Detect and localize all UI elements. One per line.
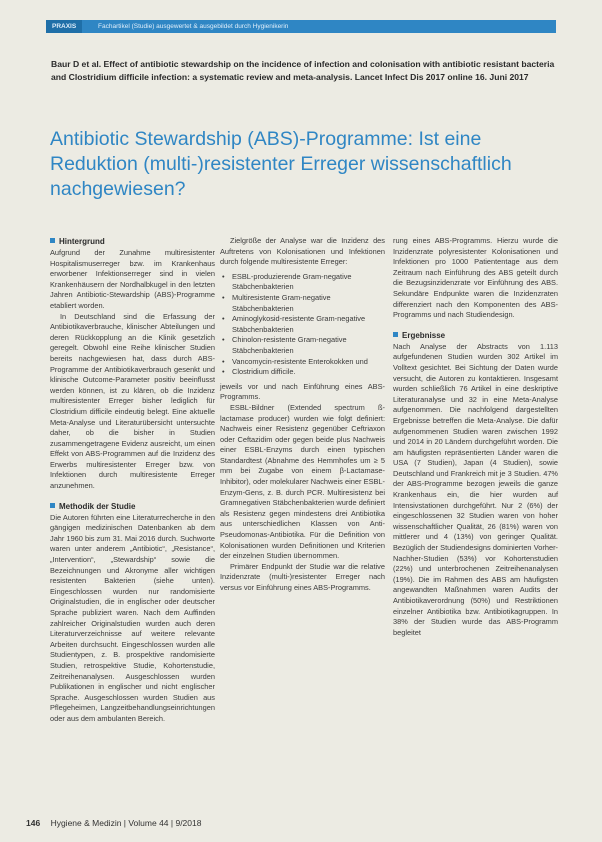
heading-hintergrund [50, 236, 215, 247]
section-tag: PRAXIS [46, 20, 82, 33]
paragraph: jeweils vor und nach Einführung eines ABS-Programms. [220, 381, 385, 402]
paragraph: ESBL-Bildner (Extended spectrum ß-lactamase producer) wurden wie folgt definiert: Nachweis einer Resistenz gegenüber Ceftriaxon oder Ceftazidim oder gegen beide plus Nachweis einer ESBL-Enzyms durch einen typischen Standardtest (Abnahme des Hemmhofes um ≥ 5 mm bei Zugabe von einem β-Lactamase-Inhibitor), oder molekularer Nachweis einer ESBL-Enzym-Gens, z. B. durch PCR. Multiresistenz bei Gramnegativen Stäbchenbakterien wurde definiert als Resistenz gegen mindestens drei Antibiotika aus unterschiedlichen Klassen von Anti-Pseudomonas-Antibiotika. Für die Definition von Kolonisationen wurden Definitionen und Kriterien der einzelnen Studien übernommen. [220, 402, 385, 561]
paragraph: Nach Analyse der Abstracts von 1.113 aufgefundenen Studien wurden 302 Artikel im Volltext gesichtet. Bei Sichtung der Daten wurde versucht, die Autoren zu kontaktieren. Insgesamt wurden schließlich 76 Artikel in eine deskriptive Literaturanalyse und 32 in eine Meta-Analyse aufgenommen. Die nachfolgend dargestellten Ergebnisse betreffen die Meta-Analyse. Die dafür aufgenommenen Studien waren zwischen 1992 und 2014 in 20 Ländern durchgeführt worden. Die am häufigsten repräsentierten Länder waren die USA (7 Studien), Japan (4 Studien), sowie Deutschland und Frankreich mit je 3 Studien. 47% der ABS-Programme bezogen jeweils die ganze Krankenhaus ein, die hier wurden auf Intensivstationen durchgeführt. Nur 2 (6%) der eingeschlossenen 32 Studien waren von hoher wissenschaftlicher Qualität, 26 (81%) waren von mittlerer und 4 (13%) von geringer Qualität. Bezüglich der Studiendesigns dominierten Vorher-Nachher-Studien (53%) vor Kohortenstudien (22%) und unterbrochenen Zeitreihenanalysen (19%). Die im Rahmen des ABS am häufigsten angewandten Maßnahmen waren Audits der Antibiotikaverordnung (50%) und Restriktionen einzelner Antibiotika bzw. Antibiotikagruppen. In 38% der Studien wurde das ABS-Programm begleitet [393, 341, 558, 637]
header-subtitle: Fachartikel (Studie) ausgewertet & ausgebildet durch Hygienikerin [98, 23, 289, 30]
heading-label: Hintergrund [59, 237, 105, 246]
pathogen-list [220, 272, 385, 378]
paragraph: Primärer Endpunkt der Studie war die relative Inzidenzrate (multi-)resistenter Erreger nach versus vor Einführung eines ABS-Programms. [220, 561, 385, 592]
paragraph: Die Autoren führten eine Literaturrecherche in den gängigen medizinischen Datenbanken ab dem Jahr 1960 bis zum 31. Mai 2016 durch. Suchworte waren unter anderem „Antibiotic“, „Resistance“, „Intervention“, „Stewardship“ sowie die Bezeichnungen und Akronyme aller wichtigen resistenten Bakterien (siehe unten). Eingeschlossen wurden nur randomisierte Originalstudien, die in englischer oder deutscher Sprache publiziert waren. Nach dem Auffinden zahlreicher Originalstudien wurden auch deren Literaturverzeichnisse auf weitere relevante Arbeiten durchsucht. Eingeschlossen wurden alle Studientypen, z. B. prospektive randomisierte Studien, retrospektive Studie, Kohortenstudie, Zeitreihenanalysen. Ausgeschlossen wurden Publikationen in englischer und nicht englischer Sprache. Ausgeschlossen wurden Studien aus Pflegeheimen, Langzeitbehandlungseinrichtungen oder aus dem ambulanten Bereich. [50, 512, 215, 723]
section-marker-icon [50, 503, 55, 508]
citation: Baur D et al. Effect of antibiotic stewardship on the incidence of infection and colonisation with antibiotic resistant bacteria and Clostridium difficile infection: a systematic review and meta-analysis. Lancet Infect Dis 2017 online 16. Juni 2017 [51, 59, 555, 82]
list-item: • Chinolon-resistente Gram-negative Stäbchenbakterien [220, 335, 385, 356]
heading-methodik [50, 501, 215, 512]
list-item: • ESBL-produzierende Gram-negative Stäbchenbakterien [220, 272, 385, 293]
column-2 [220, 236, 385, 594]
list-item: • Multiresistente Gram-negative Stäbchenbakterien [220, 293, 385, 314]
section-marker-icon [50, 238, 55, 243]
page-footer [26, 818, 201, 828]
list-item: • Clostridium difficile. [220, 367, 385, 378]
heading-label: Methodik der Studie [59, 501, 136, 511]
column-3 [393, 236, 558, 638]
section-marker-icon [393, 332, 398, 337]
paragraph: In Deutschland sind die Erfassung der Antibiotikaverbrauche, klinischer Abteilungen und deren Rückkopplung an die Klinik gesetzlich geregelt. Obwohl eine Reihe klinischer Studien bereits nachgewiesen hat, dass durch ABS-Programme der Antibiotikaverbrauch gesenkt und klinische Outcome-Parameter positiv beeinflusst werden können, ist zu klären, ob die Inzidenz multiresistenter Erreger bisher lediglich für Clostridium difficile eindeutig belegt. Eine aktuelle Meta-Analyse und Literaturübersicht untersuchte daher, ob die bisher in Studien zusammengetragene Evidenz ausreicht, um einen Effekt von ABS-Programmen auf die Inzidenz des Erwerbs multiresistenter Erreger bzw. von Infektionen durch multiresistente Erreger anzunehmen. [50, 311, 215, 491]
list-item: • Aminoglykosid-resistente Gram-negative Stäbchenbakterien [220, 314, 385, 335]
paragraph: Aufgrund der Zunahme multiresistenter Hospitalismuserreger bzw. im Krankenhaus erworbener Infektionserreger sind in vielen Krankenhäusern der Nordhalbkugel in den letzten Jahren Antibiotic-Stewardship (ABS)-Programme etabliert worden. [50, 248, 215, 310]
header-bar [46, 20, 556, 33]
paragraph: rung eines ABS-Programms. Hierzu wurde die Inzidenzrate polyresistenter Kolonisationen und Infektionen pro 1000 Patiententage aus dem Zeitraum nach Einführung des ABS geteilt durch die Bezugsinzidenzrate vor Einführung des ABS. Sekundäre Endpunkte waren die Inzidenzraten differenziert nach den Komponenten des ABS-Programms und nach Studiendesign. [393, 236, 558, 320]
heading-label: Ergebnisse [402, 330, 446, 340]
article-title: Antibiotic Stewardship (ABS)-Programme: Ist eine Reduktion (multi-)resistenter Erreger wissenschaftlich nachgewiesen? [50, 128, 512, 200]
list-item: • Vancomycin-resistente Enterokokken und [220, 357, 385, 368]
journal-info: Hygiene & Medizin | Volume 44 | 9/2018 [50, 818, 202, 828]
heading-ergebnisse [393, 330, 558, 341]
page-number: 146 [26, 818, 41, 828]
column-1 [50, 236, 215, 725]
paragraph: Zielgröße der Analyse war die Inzidenz des Auftretens von Kolonisationen und Infektionen durch folgende multiresistente Erreger: [220, 236, 385, 267]
